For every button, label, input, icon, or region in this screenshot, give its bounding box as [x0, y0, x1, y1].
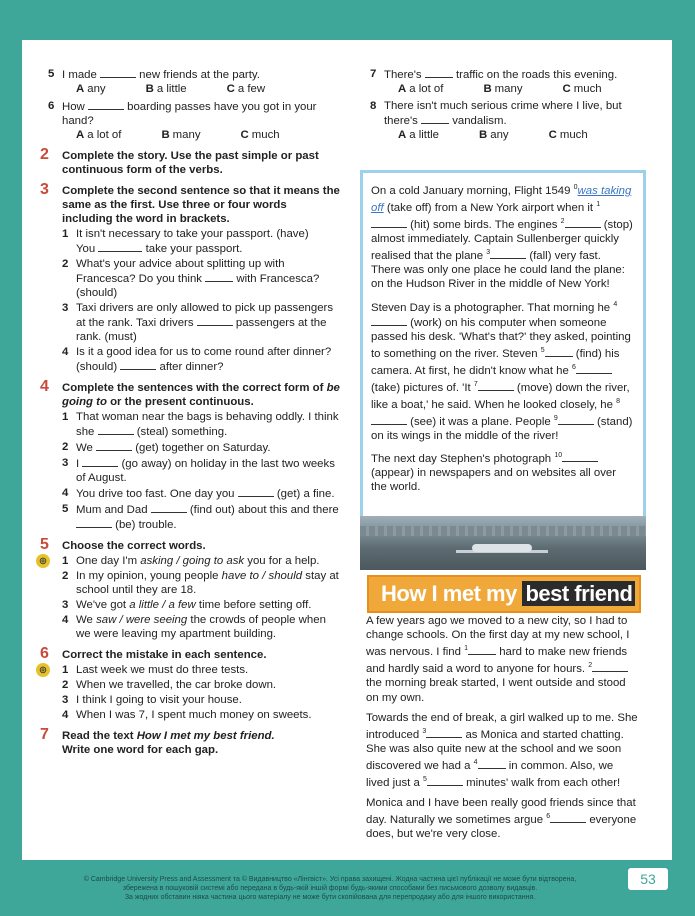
section-4-heading: 4 Complete the sentences with the correct form of be going to or the present continuous.	[40, 378, 340, 408]
q5-item-7: 7 There's traffic on the roads this evening.	[370, 68, 618, 81]
q5-item-6-options: A a lot of B many C much	[76, 129, 280, 141]
plane-on-river-photo	[360, 516, 646, 570]
sec5-item: 3 We've got a little / a few time before setting off.	[62, 599, 312, 611]
sec4-item: 3 I (go away) on holiday in the last two weeks of August.	[62, 457, 335, 484]
sec4-item: 1 That woman near the bags is behaving oddly. I think she (steal) something.	[62, 411, 339, 438]
sec3-item: 1 It isn't necessary to take your passport. (have) You take your passport.	[62, 228, 309, 255]
sec3-item: 3 Taxi drivers are only allowed to pick up passengers at the rank. Taxi drivers passengers at the rank. (must)	[62, 302, 334, 343]
q5-item-5-options: A any B a little C a few	[76, 83, 266, 95]
sec5-item: ◎ 1 One day I'm asking / going to ask you for a help.	[40, 554, 340, 568]
sec4-item: 4 You drive too fast. One day you (get) a fine.	[62, 487, 335, 500]
example-icon: ◎	[36, 554, 50, 568]
q5-item-7-options: A a lot of B many C much	[398, 83, 602, 95]
section-7-heading: 7 Read the text How I met my best friend. Write one word for each gap.	[40, 726, 275, 756]
q5-item-8-options: A a little B any C much	[398, 129, 588, 141]
city-skyline	[360, 526, 646, 536]
sec6-item: 2 When we travelled, the car broke down.	[62, 679, 277, 691]
sec4-item: 5 Mum and Dad (find out) about this and there (be) trouble.	[62, 503, 339, 531]
section-6-heading: 6 Correct the mistake in each sentence.	[40, 645, 267, 662]
sec6-item: ◎ 1 Last week we must do three tests.	[40, 663, 340, 677]
q5-item-5: 5 I made new friends at the party.	[48, 68, 260, 81]
story-title: How I met my best friend	[381, 581, 635, 607]
story-title-banner	[367, 575, 641, 613]
sec6-item: 4 When I was 7, I spent much money on sweets.	[62, 709, 312, 721]
copyright-notice: © Cambridge University Press and Assessment та © Видавництво «Лінгвіст». Усі права захищені. Жодна частина цієї публікації не може бути відтворена, збережена в пошуковій системі або передана в будь-якій іншій формі будь-якими способами без письмового дозволу видавців. За жодних обставин ніяка частина цього матеріалу не може бути скопійована для перепродажу або для іншого використання.	[83, 876, 577, 901]
example-answer: was taking off	[371, 184, 632, 214]
example-icon: ◎	[36, 663, 50, 677]
section-5-heading: 5 Choose the correct words.	[40, 536, 206, 553]
page-number: 53	[628, 868, 668, 890]
sec5-item: 4 We saw / were seeing the crowds of people when we were leaving my apartment building.	[62, 614, 326, 640]
sec6-item: 3 I think I going to visit your house.	[62, 694, 242, 706]
sec3-item: 2 What's your advice about splitting up with Francesca? Do you think with Francesca? (should)	[62, 258, 320, 299]
flight-story-box	[360, 170, 646, 522]
flight-story-text: On a cold January morning, Flight 1549 $^0$was taking off (take off) from a New York airport when it $^1$ (hit) some birds. The engines $^2$ (stop) almost immediately. Captain Sullenberger quickly realised that the plane $^3$ (fall) very fast. There was only one place he could land the plane: on the Hudson River in the middle of New York! Steven Day is a photographer. That morning he $^4$ (work) on his computer when someone passed his desk. 'What's that?' they asked, pointing to something on the river. Steven $^5$ (find) his camera. At first, he didn't know what he $^6$ (take) pictures of. 'It $^7$ (move) down the river, like a boat,' he said. When he looked closely, he $^8$ (see) it was a plane. People $^9$ (stand) on its wings in the middle of the river! The next day Stephen's photograph $^{10}$ (appear) in newspapers and on websites all over the world.	[371, 184, 633, 494]
best-friend-story-text: A few years ago we moved to a new city, so I had to change schools. On the first day at my new school, I was nervous. I find $^1$ hard to make new friends and hardly said a word to anyone for hours. $^2$ the morning break started, I went outside and stood on my own. Towards the end of break, a girl walked up to me. She introduced $^3$ as Monica and started chatting. She was also quite new at the school and we soon discovered we had a $^4$ in common. Also, we lived just a $^5$ minutes' walk from each other! Monica and I have been really good friends since that day. Naturally we sometimes argue $^6$ everyone does, but we're very close.	[366, 615, 638, 841]
sec4-item: 2 We (get) together on Saturday.	[62, 441, 271, 454]
sec3-item: 4 Is it a good idea for us to come round after dinner? (should) after dinner?	[62, 346, 332, 373]
sec5-item: 2 In my opinion, young people have to / should stay at school until they are 18.	[62, 570, 339, 596]
section-2-heading: 2 Complete the story. Use the past simple or past continuous form of the verbs.	[40, 146, 319, 176]
right-column-top	[362, 67, 652, 145]
section-3-heading: 3 Complete the second sentence so that it means the same as the first. Use three or four words including the word in brackets.	[40, 181, 340, 225]
q5-item-8: 8 There isn't much serious crime where I live, but there's vandalism.	[370, 100, 622, 127]
left-column	[40, 67, 340, 757]
plane-body	[472, 544, 532, 552]
q5-item-6: 6 How boarding passes have you got in your hand?	[48, 100, 317, 127]
